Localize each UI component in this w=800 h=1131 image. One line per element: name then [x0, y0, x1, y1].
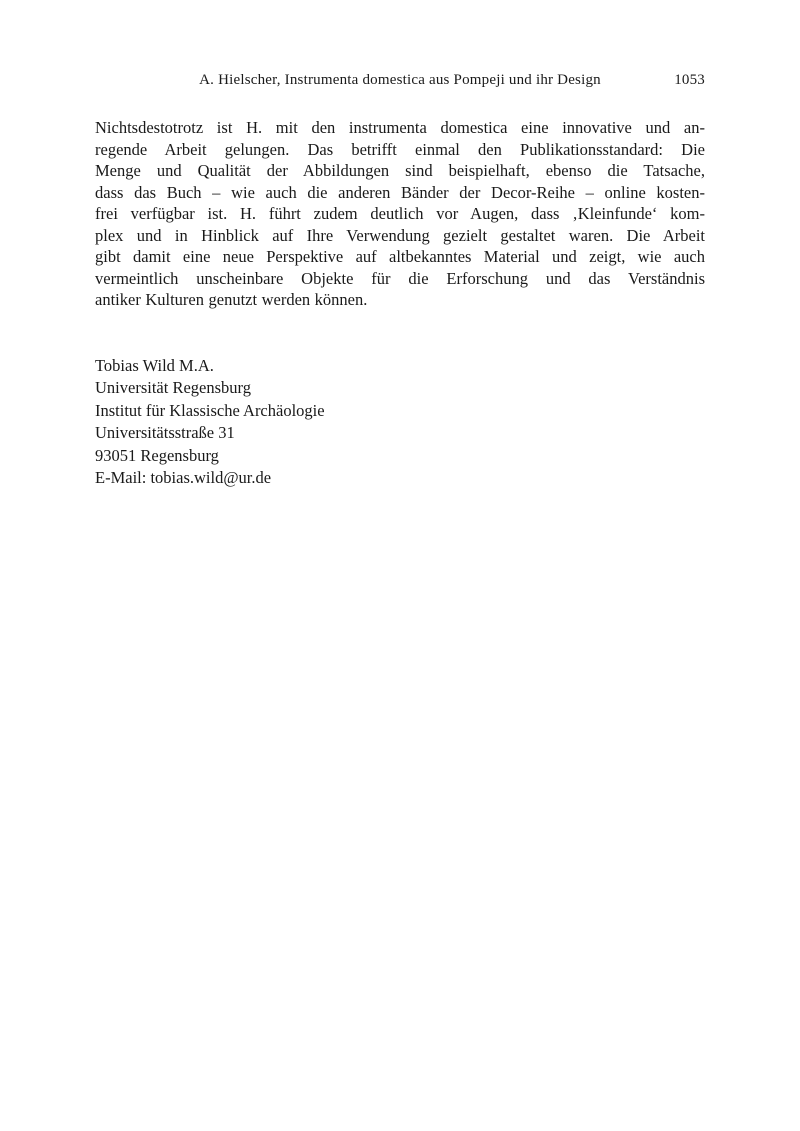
paragraph-line: dass das Buch – wie auch die anderen Bänder der Decor-Reihe – online kosten-: [95, 182, 705, 202]
author-address-block: [95, 355, 705, 490]
paragraph-line: frei verfügbar ist. H. führt zudem deutlich vor Augen, dass ‚Kleinfunde‘ kom-: [95, 204, 705, 223]
review-conclusion-paragraph: [95, 117, 705, 311]
paragraph-line: plex und in Hinblick auf Ihre Verwendung gezielt gestaltet waren. Die Arbeit: [95, 225, 705, 245]
author-address-line: E-Mail: tobias.wild@ur.de: [95, 468, 272, 487]
running-header: [95, 72, 705, 92]
author-address-line: 93051 Regensburg: [95, 445, 219, 465]
paragraph-line: regende Arbeit gelungen. Das betrifft einmal den Publikationsstandard: Die: [95, 139, 705, 159]
paragraph-line: gibt damit eine neue Perspektive auf altbekanntes Material und zeigt, wie auch: [95, 247, 705, 266]
author-address-line: Tobias Wild M.A.: [95, 355, 214, 375]
paragraph-line: Menge und Qualität der Abbildungen sind beispielhaft, ebenso die Tatsache,: [95, 161, 705, 180]
paragraph-line: Nichtsdestotrotz ist H. mit den instrumenta domestica eine innovative und an-: [95, 118, 705, 137]
author-address-line: Institut für Klassische Archäologie: [95, 400, 325, 420]
author-address-line: Universität Regensburg: [95, 378, 251, 397]
paragraph-line: vermeintlich unscheinbare Objekte für die Erforschung und das Verständnis: [95, 268, 705, 288]
page-number: 1053: [674, 72, 705, 88]
paragraph-line: antiker Kulturen genutzt werden können.: [95, 290, 368, 309]
author-address-line: Universitätsstraße 31: [95, 423, 235, 442]
running-header-title: A. Hielscher, Instrumenta domestica aus Pompeji und ihr Design: [199, 72, 601, 88]
